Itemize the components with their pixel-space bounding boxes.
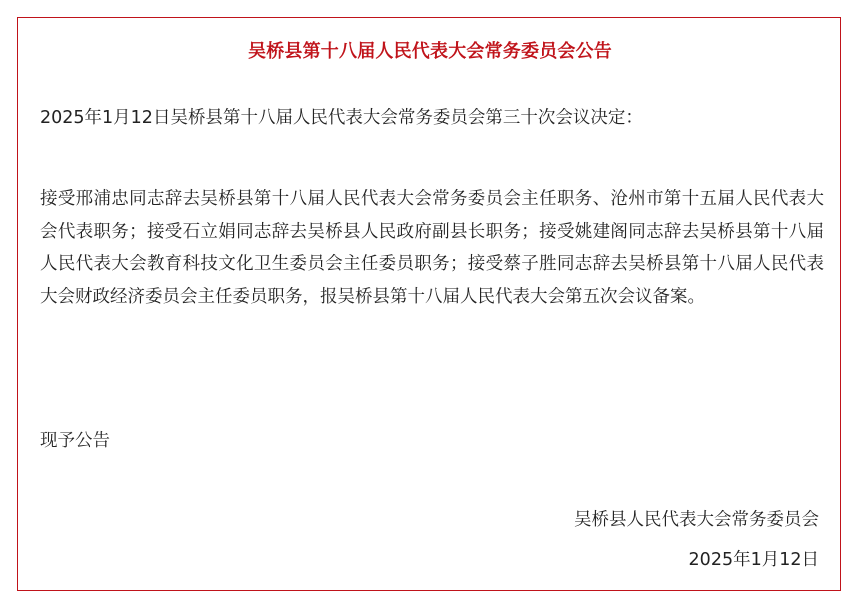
notice-date: 2025年1月12日 bbox=[688, 550, 819, 570]
notice-signer: 吴桥县人民代表大会常务委员会 bbox=[574, 510, 819, 530]
notice-closing: 现予公告 bbox=[40, 431, 110, 451]
notice-intro: 2025年1月12日吴桥县第十八届人民代表大会常务委员会第三十次会议决定： bbox=[40, 108, 643, 128]
notice-body: 接受邢浦忠同志辞去吴桥县第十八届人民代表大会常务委员会主任职务、沧州市第十五届人民代表大会代表职务；接受石立娟同志辞去吴桥县人民政府副县长职务；接受姚建阁同志辞去吴桥县第十八届人民代表大会教育科技文化卫生委员会主任委员职务；接受蔡子胜同志辞去吴桥县第十八届人民代表大会财政经济委员会主任委员职务，报吴桥县第十八届人民代表大会第五次会议备案。 bbox=[40, 189, 824, 307]
notice-title: 吴桥县第十八届人民代表大会常务委员会公告 bbox=[248, 41, 612, 62]
